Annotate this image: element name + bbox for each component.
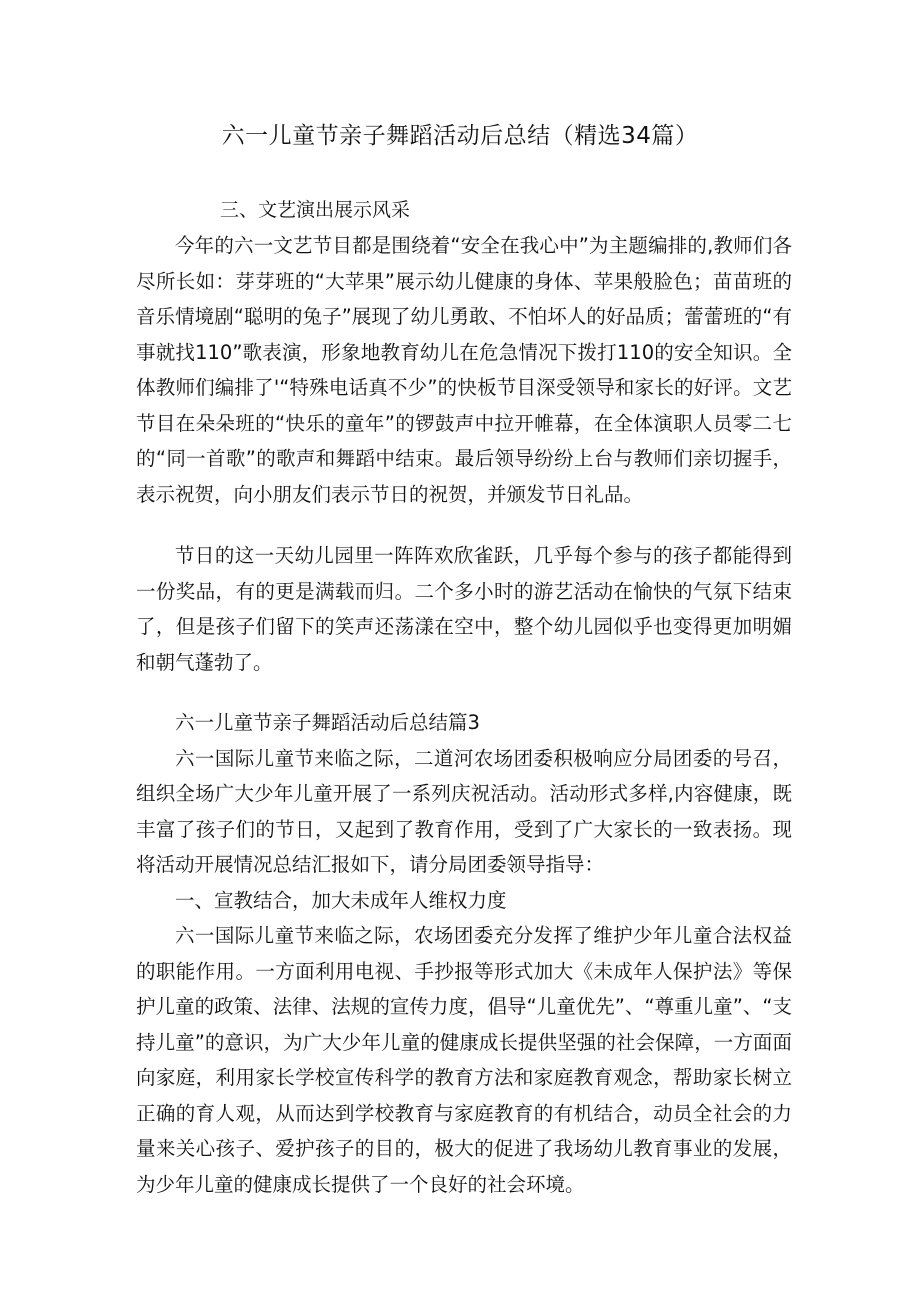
article-heading: 六一儿童节亲子舞蹈活动后总结篇3 — [175, 711, 480, 734]
section-heading: 三、文艺演出展示风采 — [220, 199, 411, 221]
paragraph: 节日的这一天幼儿园里一阵阵欢欣雀跃，几乎每个参与的孩子都能得到一份奖品，有的更是满载而归。二个多小时的游艺活动在愉快的气氛下结束了，但是孩子们留下的笑声还荡漾在空中，整个幼儿园似乎也变得更加明媚和朝气蓬勃了。 — [136, 544, 792, 674]
paragraph: 六一国际儿童节来临之际，农场团委充分发挥了维护少年儿童合法权益的职能作用。一方面利用电视、手抄报等形式加大《未成年人保护法》等保护儿童的政策、法律、法规的宣传力度，倡导“儿童优先”、“尊重儿童”、“支持儿童”的意识，为广大少年儿童的健康成长提供坚强的社会保障，一方面面向家庭，利用家长学校宣传科学的教育方法和家庭教育观念，帮助家长树立正确的育人观，从而达到学校教育与家庭教育的有机结合，动员全社会的力量来关心孩子、爱护孩子的目的，极大的促进了我场幼儿教育事业的发展，为少年儿童的健康成长提供了一个良好的社会环境。 — [136, 924, 792, 1196]
paragraph: 今年的六一文艺节目都是围绕着“安全在我心中”为主题编排的,教师们各尽所长如：芽芽班的“大苹果”展示幼儿健康的身体、苹果般脸色；苗苗班的音乐情境剧“聪明的兔子”展现了幼儿勇敢、不怕坏人的好品质；蕾蕾班的“有事就找110”歌表演，形象地教育幼儿在危急情况下拨打110的安全知识。全体教师们编排了'“特殊电话真不少”的快板节目深受领导和家长的好评。文艺节目在朵朵班的“快乐的童年”的锣鼓声中拉开帷幕，在全体演职人员零二七的“同一首歌”的歌声和舞蹈中结束。最后领导纷纷上台与教师们亲切握手，表示祝贺，向小朋友们表示节日的祝贺，并颁发节日礼品。 — [136, 234, 792, 506]
body-block-article-3 — [136, 705, 792, 1202]
subsection-heading: 一、宣教结合，加大未成年人维权力度 — [175, 888, 507, 912]
body-block-festival-day — [136, 538, 792, 680]
paragraph: 六一国际儿童节来临之际，二道河农场团委积极响应分局团委的号召，组织全场广大少年儿童开展了一系列庆祝活动。活动形式多样,内容健康，既丰富了孩子们的节日，又起到了教育作用，受到了广大家长的一致表扬。现将活动开展情况总结汇报如下，请分局团委领导指导： — [136, 746, 792, 876]
document-title: 六一儿童节亲子舞蹈活动后总结（精选34篇） — [221, 123, 699, 149]
body-block-performance — [136, 228, 792, 512]
